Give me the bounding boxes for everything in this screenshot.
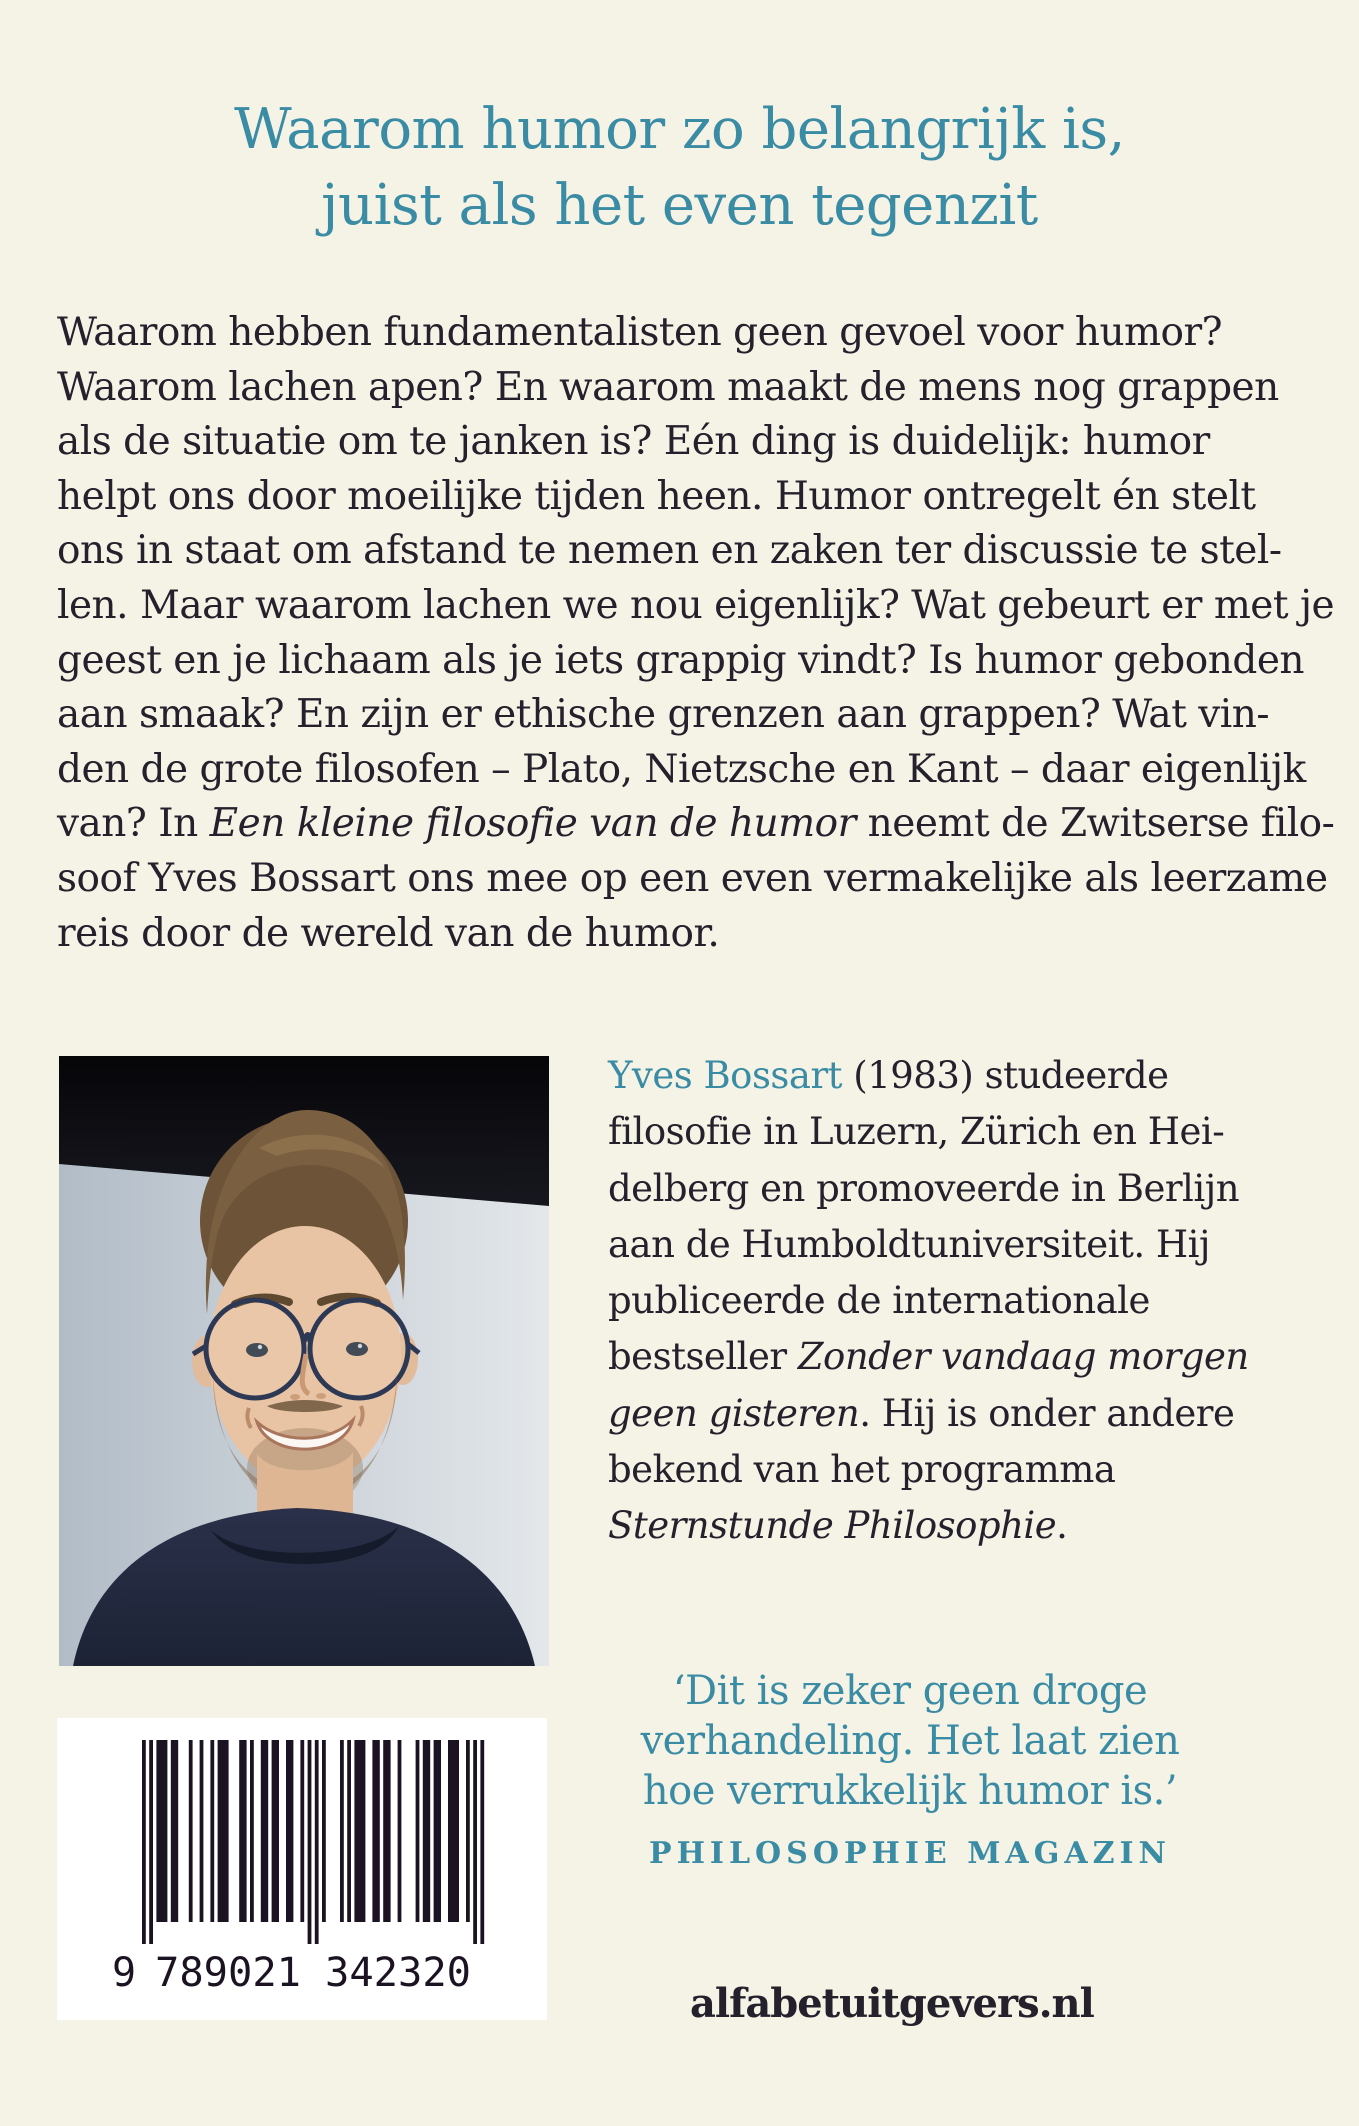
text-line: ons in staat om afstand te nemen en zaken ter discussie te stel- (57, 528, 1282, 574)
text-line: aan smaak? En zijn er ethische grenzen aan grappen? Wat vin- (57, 692, 1270, 738)
text-line: ‘Dit is zeker geen droge (672, 1668, 1148, 1714)
photo-glasses-left (206, 1300, 304, 1398)
text-line: hoe verrukkelijk humor is.’ (642, 1768, 1178, 1814)
barcode-graphic (112, 1740, 492, 1992)
barcode-digits: 342320 (325, 1950, 471, 1992)
text-line: soof Yves Bossart ons mee op een even vermakelijke als leerzame (57, 855, 1328, 901)
text-line: Yves Bossart (1983) studeerde (608, 1054, 1169, 1097)
barcode-digits: 9 (112, 1950, 137, 1992)
text-line: publiceerde de internationale (608, 1279, 1150, 1323)
text-line: filosofie in Luzern, Zürich en Hei- (608, 1110, 1225, 1154)
blurb-paragraph (57, 306, 1335, 961)
text-line: Sternstunde Philosophie. (608, 1504, 1068, 1548)
review-quote (595, 1666, 1225, 1874)
text-line: helpt ons door moeilijke tijden heen. Humor ontregelt én stelt (57, 473, 1256, 519)
review-quote-text (595, 1666, 1225, 1816)
text-line: reis door de wereld van de humor. (57, 910, 720, 956)
publisher-url: alfabetuitgevers.nl (690, 1980, 1094, 2027)
review-quote-source: PHILOSOPHIE MAGAZIN (649, 1836, 1171, 1871)
barcode (57, 1718, 547, 2020)
text-line: delberg en promoveerde in Berlijn (608, 1166, 1240, 1210)
text-line: verhandeling. Het laat zien (640, 1718, 1180, 1764)
barcode-digits: 789021 (155, 1950, 301, 1992)
text-line: Waarom humor zo belangrijk is, (234, 97, 1125, 162)
author-photo (59, 1056, 549, 1666)
text-line: bestseller Zonder vandaag morgen (608, 1335, 1249, 1379)
text-line: juist als het even tegenzit (321, 173, 1038, 238)
text-line: geen gisteren. Hij is onder andere (608, 1391, 1235, 1435)
text-line: geest en je lichaam als je iets grappig vindt? Is humor gebonden (57, 637, 1305, 683)
text-line: als de situatie om te janken is? Eén ding is duidelijk: humor (57, 419, 1210, 465)
text-line: aan de Humboldtuniversiteit. Hij (608, 1222, 1210, 1266)
author-bio (608, 1048, 1256, 1555)
photo-glasses-right (310, 1300, 408, 1398)
text-line: bekend van het programma (608, 1448, 1116, 1492)
text-line: den de grote filosofen – Plato, Nietzsche en Kant – daar eigenlijk (57, 746, 1306, 792)
text-line: Waarom lachen apen? En waarom maakt de mens nog grappen (57, 364, 1279, 410)
tagline (0, 92, 1359, 244)
text-line: len. Maar waarom lachen we nou eigenlijk? Wat gebeurt er met je (57, 582, 1335, 628)
text-line: Waarom hebben fundamentalisten geen gevoel voor humor? (57, 310, 1223, 355)
author-photo-image (59, 1056, 549, 1666)
text-line: van? In Een kleine filosofie van de humor neemt de Zwitserse filo- (57, 801, 1335, 847)
